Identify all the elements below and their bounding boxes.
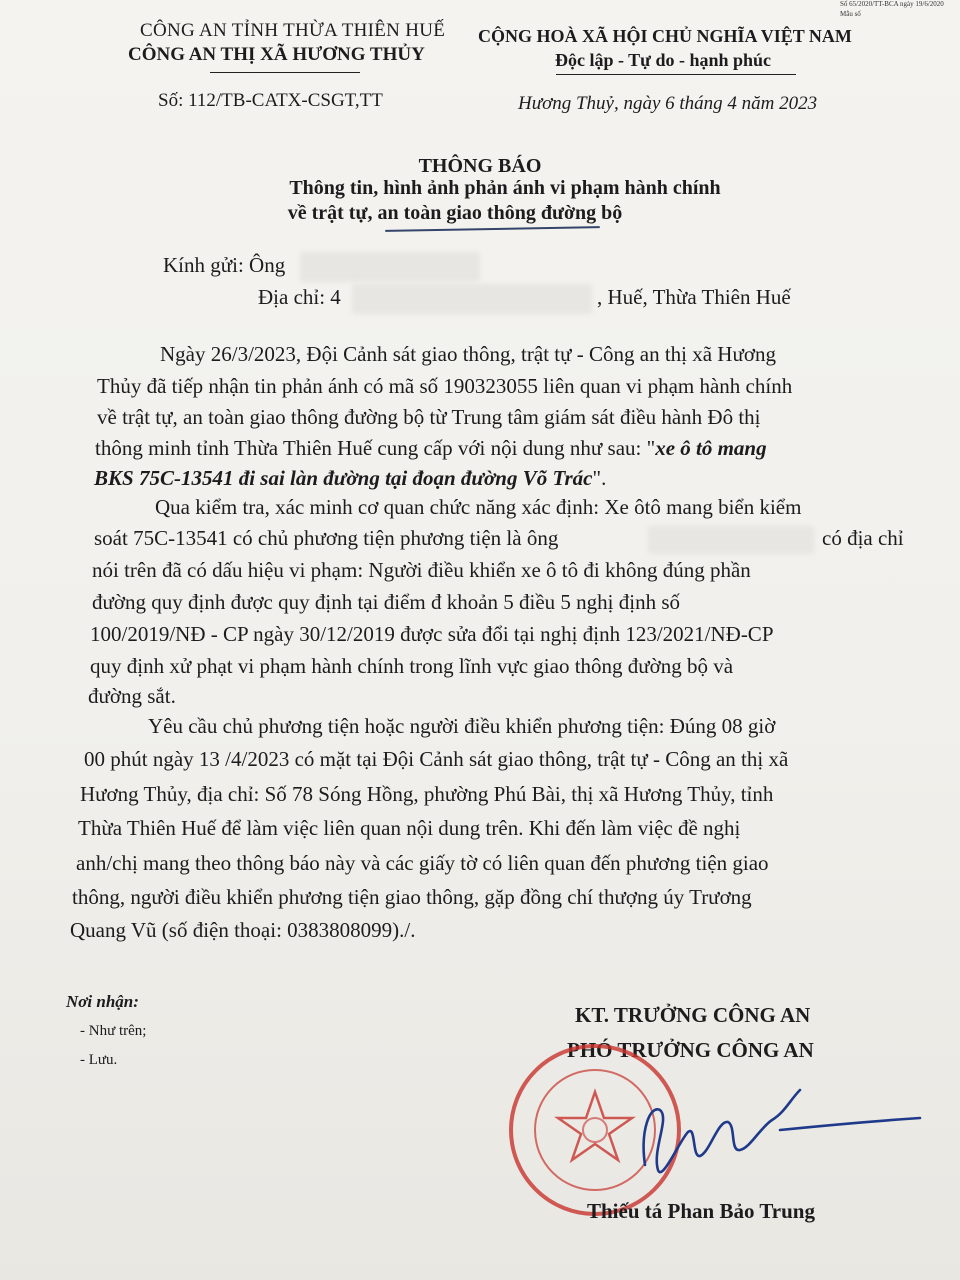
body-line: Thừa Thiên Huế để làm việc liên quan nội dung trên. Khi đến làm việc đề nghị bbox=[78, 816, 741, 840]
document-title: THÔNG BÁO bbox=[418, 155, 542, 177]
body-line: Thủy đã tiếp nhận tin phản ánh có mã số 190323055 liên quan vi phạm hành chính bbox=[97, 374, 793, 398]
signature-icon bbox=[600, 1070, 930, 1190]
place-date: Hương Thuỷ, ngày 6 tháng 4 năm 2023 bbox=[518, 93, 818, 114]
redacted-owner-name bbox=[648, 526, 814, 554]
recipient-greeting: Kính gửi: Ông bbox=[163, 253, 286, 277]
body-line: có địa chỉ bbox=[822, 526, 904, 550]
form-reference-label: Mẫu số bbox=[840, 10, 861, 18]
org-name: CÔNG AN THỊ XÃ HƯƠNG THỦY bbox=[128, 44, 425, 65]
document-number: Số: 112/TB-CATX-CSGT,TT bbox=[158, 90, 383, 111]
form-reference: Số 65/2020/TT-BCA ngày 19/6/2020 bbox=[840, 0, 944, 8]
receivers-heading: Nơi nhận: bbox=[66, 992, 139, 1011]
body-line: đường quy định được quy định tại điểm đ khoản 5 điều 5 nghị định số bbox=[92, 590, 681, 614]
body-line: quy định xử phạt vi phạm hành chính trong lĩnh vực giao thông đường bộ và bbox=[90, 654, 734, 678]
body-line: Yêu cầu chủ phương tiện hoặc người điều khiển phương tiện: Đúng 08 giờ bbox=[148, 714, 776, 738]
signer-name: Thiếu tá Phan Bảo Trung bbox=[587, 1199, 815, 1223]
signer-title-2: PHÓ TRƯỞNG CÔNG AN bbox=[567, 1038, 814, 1062]
body-text: ". bbox=[592, 466, 607, 490]
ink-underline bbox=[385, 226, 600, 232]
header-divider-left bbox=[210, 72, 360, 73]
body-line bbox=[95, 436, 767, 461]
recipient-address-city: , Huế, Thừa Thiên Huế bbox=[597, 285, 791, 309]
body-line: nói trên đã có dấu hiệu vi phạm: Người điều khiển xe ô tô đi không đúng phần bbox=[92, 558, 751, 582]
body-line: thông, người điều khiển phương tiện giao thông, gặp đồng chí thượng úy Trương bbox=[72, 885, 752, 909]
national-motto: Độc lập - Tự do - hạnh phúc bbox=[555, 50, 772, 70]
receiver-item: - Lưu. bbox=[80, 1052, 118, 1068]
body-line: 00 phút ngày 13 /4/2023 có mặt tại Đội Cảnh sát giao thông, trật tự - Công an thị xã bbox=[84, 747, 789, 771]
body-line bbox=[94, 466, 606, 491]
document-subtitle-line1: Thông tin, hình ảnh phản ánh vi phạm hành chính bbox=[289, 177, 721, 199]
signer-title-1: KT. TRƯỞNG CÔNG AN bbox=[575, 1003, 811, 1027]
body-line: Qua kiểm tra, xác minh cơ quan chức năng xác định: Xe ôtô mang biển kiểm bbox=[155, 495, 802, 519]
document-subtitle-line2: về trật tự, an toàn giao thông đường bộ bbox=[287, 202, 623, 224]
redacted-recipient-name bbox=[300, 252, 480, 282]
recipient-address-label: Địa chỉ: 4 bbox=[258, 285, 341, 309]
body-line: 100/2019/NĐ - CP ngày 30/12/2019 được sửa đổi tại nghị định 123/2021/NĐ-CP bbox=[90, 622, 774, 646]
redacted-address bbox=[352, 284, 592, 314]
body-line: đường sắt. bbox=[88, 684, 176, 708]
body-line: về trật tự, an toàn giao thông đường bộ từ Trung tâm giám sát điều hành Đô thị bbox=[97, 405, 761, 429]
report-quote-start: xe ô tô mang bbox=[655, 436, 767, 460]
header-divider-right bbox=[556, 74, 796, 75]
body-line: anh/chị mang theo thông báo này và các giấy tờ có liên quan đến phương tiện giao bbox=[76, 851, 769, 875]
body-line: Hương Thủy, địa chỉ: Số 78 Sóng Hồng, phường Phú Bài, thị xã Hương Thủy, tỉnh bbox=[80, 782, 774, 806]
body-line: Ngày 26/3/2023, Đội Cảnh sát giao thông, trật tự - Công an thị xã Hương bbox=[160, 342, 776, 366]
body-text: thông minh tỉnh Thừa Thiên Huế cung cấp với nội dung như sau: " bbox=[95, 436, 656, 460]
body-line: soát 75C-13541 có chủ phương tiện phương tiện là ông bbox=[94, 526, 559, 550]
body-line: Quang Vũ (số điện thoại: 0383808099)./. bbox=[70, 918, 416, 942]
receiver-item: - Như trên; bbox=[80, 1023, 147, 1039]
country-name: CỘNG HOÀ XÃ HỘI CHỦ NGHĨA VIỆT NAM bbox=[478, 26, 852, 46]
org-parent: CÔNG AN TỈNH THỪA THIÊN HUẾ bbox=[140, 20, 446, 41]
report-quote: BKS 75C-13541 đi sai làn đường tại đoạn đường Võ Trác bbox=[94, 466, 593, 490]
